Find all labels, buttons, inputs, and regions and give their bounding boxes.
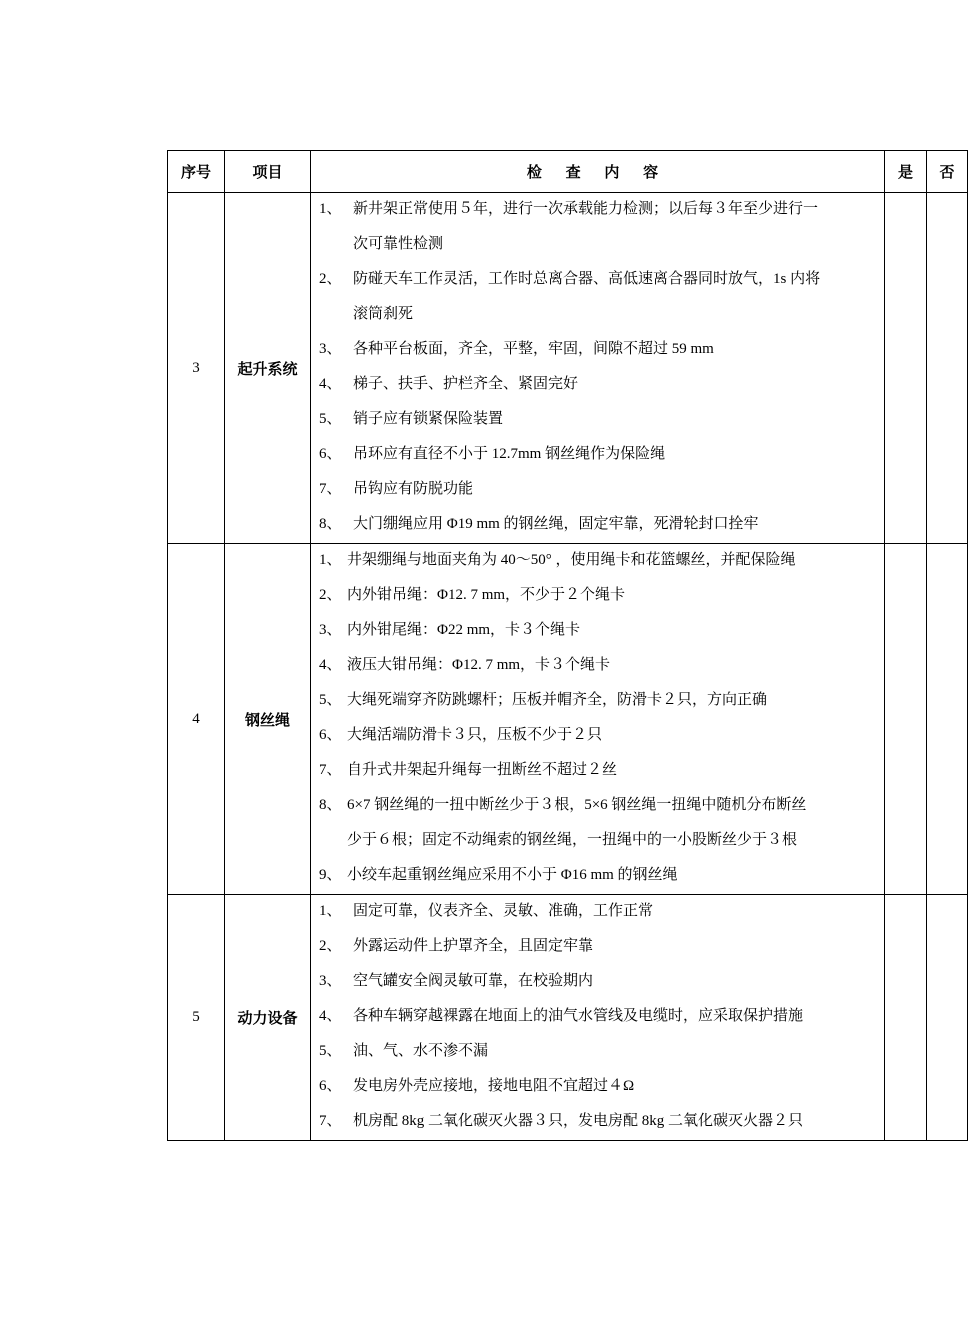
line-text: 空气罐安全阀灵敏可靠，在校验期内 [353,973,594,989]
content-line [311,579,884,614]
row-seq: 3 [168,193,225,544]
content-line [311,719,884,754]
check-no-cell[interactable] [927,193,968,544]
content-line [311,368,884,403]
content-line [311,684,884,719]
content-line [311,859,884,894]
line-text: 大门绷绳应用 Φ19 mm 的钢丝绳，固定牢靠，死滑轮封口拴牢 [353,516,759,532]
content-line [311,895,884,930]
line-text: 发电房外壳应接地，接地电阻不宜超过４Ω [353,1078,635,1094]
inspection-table [167,150,968,1141]
line-number: 3、 [319,622,342,638]
line-text: 少于６根；固定不动绳索的钢丝绳，一扭绳中的一小股断丝少于３根 [347,832,798,848]
content-line [311,1105,884,1140]
line-number: 7、 [319,762,342,778]
row-content [311,895,885,1141]
line-text: 防碰天车工作灵活，工作时总离合器、高低速离合器同时放气，1s 内将 [353,271,821,287]
line-number: 1、 [319,201,342,217]
line-text: 新井架正常使用５年，进行一次承载能力检测；以后每３年至少进行一 [353,201,819,217]
content-line [311,508,884,543]
line-number: 1、 [319,552,342,568]
line-number: 2、 [319,271,342,287]
row-seq: 4 [168,544,225,895]
content-line [311,789,884,824]
content-line [311,333,884,368]
line-text: 自升式井架起升绳每一扭断丝不超过２丝 [347,762,618,778]
row-content [311,544,885,895]
line-text: 梯子、扶手、护栏齐全、紧固完好 [353,376,579,392]
content-line [311,193,884,228]
line-text: 各种平台板面，齐全，平整，牢固，间隙不超过 59 mm [353,341,714,357]
content-line [311,614,884,649]
line-number: 2、 [319,938,342,954]
content-line [311,438,884,473]
line-text: 大绳死端穿齐防跳螺杆；压板并帽齐全，防滑卡２只，方向正确 [347,692,768,708]
content-line [311,263,884,298]
line-number: 7、 [319,1113,342,1129]
header-seq: 序号 [168,151,225,193]
line-text: 滚筒刹死 [353,306,414,322]
line-text: 外露运动件上护罩齐全，且固定牢靠 [353,938,594,954]
line-number: 8、 [319,516,342,532]
content-line [311,228,884,263]
header-item: 项目 [225,151,311,193]
line-text: 销子应有锁紧保险装置 [353,411,504,427]
line-number: 4、 [319,1008,342,1024]
row-item: 钢丝绳 [225,544,311,895]
line-number: 1、 [319,903,342,919]
header-no: 否 [927,151,968,193]
header-yes: 是 [885,151,927,193]
content-line [311,298,884,333]
line-text: 油、气、水不渗不漏 [353,1043,489,1059]
row-seq: 5 [168,895,225,1141]
content-line [311,473,884,508]
content-line [311,649,884,684]
line-number: 6、 [319,727,342,743]
line-number: 9、 [319,867,342,883]
content-line [311,754,884,789]
content-line [311,1035,884,1070]
line-text: 机房配 8kg 二氧化碳灭火器３只，发电房配 8kg 二氧化碳灭火器２只 [353,1113,804,1129]
row-item: 动力设备 [225,895,311,1141]
line-number: 4、 [319,657,342,673]
content-line [311,930,884,965]
line-text: 次可靠性检测 [353,236,444,252]
line-text: 吊钩应有防脱功能 [353,481,474,497]
line-number: 6、 [319,1078,342,1094]
line-number: 5、 [319,1043,342,1059]
line-text: 各种车辆穿越裸露在地面上的油气水管线及电缆时，应采取保护措施 [353,1008,804,1024]
table-row [168,544,968,895]
line-text: 内外钳吊绳：Φ12. 7 mm，不少于２个绳卡 [347,587,626,603]
line-text: 内外钳尾绳：Φ22 mm，卡３个绳卡 [347,622,581,638]
check-yes-cell[interactable] [885,193,927,544]
table-row [168,193,968,544]
content-line [311,403,884,438]
line-text: 小绞车起重钢丝绳应采用不小于 Φ16 mm 的钢丝绳 [347,867,678,883]
table-row [168,895,968,1141]
line-text: 大绳活端防滑卡３只，压板不少于２只 [347,727,603,743]
line-number: 4、 [319,376,342,392]
content-line [311,1070,884,1105]
line-number: 3、 [319,341,342,357]
line-number: 3、 [319,973,342,989]
line-text: 6×7 钢丝绳的一扭中断丝少于３根，5×6 钢丝绳一扭绳中随机分布断丝 [347,797,807,813]
line-text: 井架绷绳与地面夹角为 40～50° ，使用绳卡和花篮螺丝，并配保险绳 [347,552,796,568]
check-no-cell[interactable] [927,895,968,1141]
table-header-row [168,151,968,193]
check-yes-cell[interactable] [885,544,927,895]
line-number: 6、 [319,446,342,462]
line-number: 7、 [319,481,342,497]
content-line [311,824,884,859]
check-yes-cell[interactable] [885,895,927,1141]
line-number: 5、 [319,692,342,708]
header-content: 检 查 内 容 [311,151,885,193]
content-line [311,544,884,579]
content-line [311,1000,884,1035]
line-number: 5、 [319,411,342,427]
row-content [311,193,885,544]
content-line [311,965,884,1000]
row-item: 起升系统 [225,193,311,544]
line-text: 吊环应有直径不小于 12.7mm 钢丝绳作为保险绳 [353,446,666,462]
line-text: 固定可靠，仪表齐全、灵敏、准确，工作正常 [353,903,654,919]
line-number: 2、 [319,587,342,603]
check-no-cell[interactable] [927,544,968,895]
line-text: 液压大钳吊绳：Φ12. 7 mm，卡３个绳卡 [347,657,611,673]
line-number: 8、 [319,797,342,813]
